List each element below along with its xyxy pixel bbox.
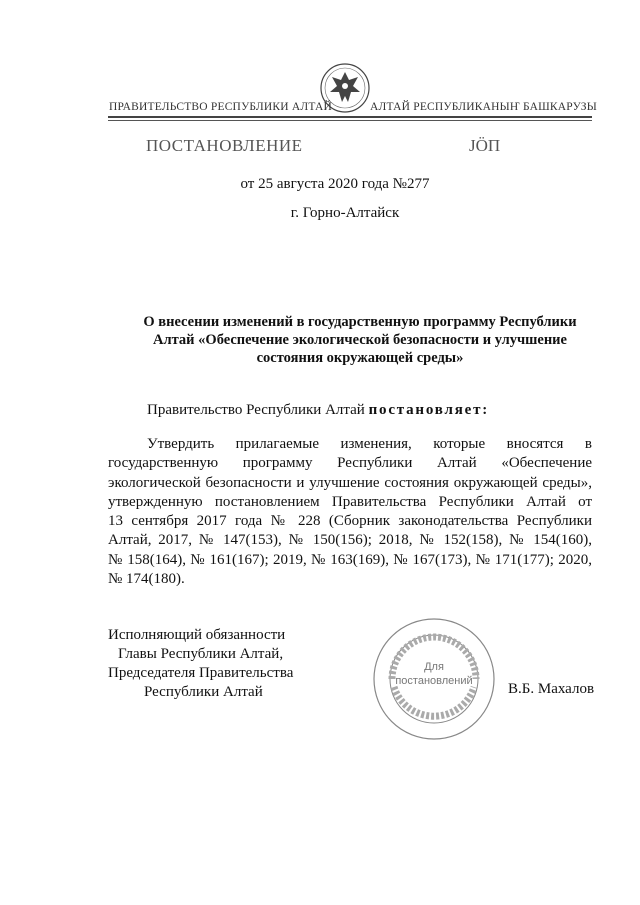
document-type-altai: JÖП	[469, 136, 501, 155]
title-line: Алтай «Обеспечение экологической безопасности и улучшение	[153, 332, 567, 348]
header-rule-thin	[108, 120, 592, 121]
document-date-number: от 25 августа 2020 года №277	[240, 176, 430, 192]
signatory-line: Главы Республики Алтай,	[118, 646, 284, 662]
document-title	[108, 313, 592, 367]
title-line: состояния окружающей среды»	[256, 350, 464, 366]
body-line: государственную программу Республики Алтай «Обеспечение	[108, 455, 592, 472]
resolution-body	[108, 435, 592, 589]
stamp-line: постановлений	[395, 675, 473, 687]
body-line: № 174(180).	[108, 571, 185, 588]
body-line: Утвердить прилагаемые изменения, которые вносятся в	[147, 436, 592, 452]
preamble	[147, 402, 489, 419]
org-name-altai: АЛТАЙ РЕСПУБЛИКАНЫҤ БАШКАРУЗЫ	[370, 101, 597, 113]
document-type: ПОСТАНОВЛЕНИЕ	[146, 136, 303, 155]
signatory-line: Председателя Правительства	[108, 665, 294, 681]
org-name-russian: ПРАВИТЕЛЬСТВО РЕСПУБЛИКИ АЛТАЙ	[109, 101, 333, 113]
stamp-line: Для	[424, 661, 444, 673]
header-rule-thick	[108, 116, 592, 118]
title-line: О внесении изменений в государственную программу Республики	[143, 314, 577, 330]
signatory-line: Республики Алтай	[144, 684, 263, 700]
signatory-line: Исполняющий обязанности	[108, 627, 286, 643]
preamble-text: Правительство Республики Алтай	[147, 402, 369, 418]
body-line: утвержденную постановлением Правительства Республики Алтай от	[108, 493, 592, 510]
body-line: экологической безопасности и улучшение состояния окружающей среды»,	[108, 474, 592, 491]
document-city: г. Горно-Алтайск	[290, 205, 400, 221]
body-line: № 158(164), № 161(167); 2019, № 163(169), № 167(173), № 171(177); 2020,	[108, 551, 592, 568]
signer-name: В.Б. Махалов	[508, 681, 595, 697]
body-line: 13 сентября 2017 года № 228 (Сборник законодательства Республики	[108, 513, 592, 530]
body-line: Алтай, 2017, № 147(153), № 150(156); 2018, № 152(158), № 154(160),	[108, 532, 592, 549]
stamp-inscription	[372, 660, 496, 688]
preamble-verb: постановляет:	[368, 402, 490, 418]
signatory-title	[108, 626, 293, 702]
